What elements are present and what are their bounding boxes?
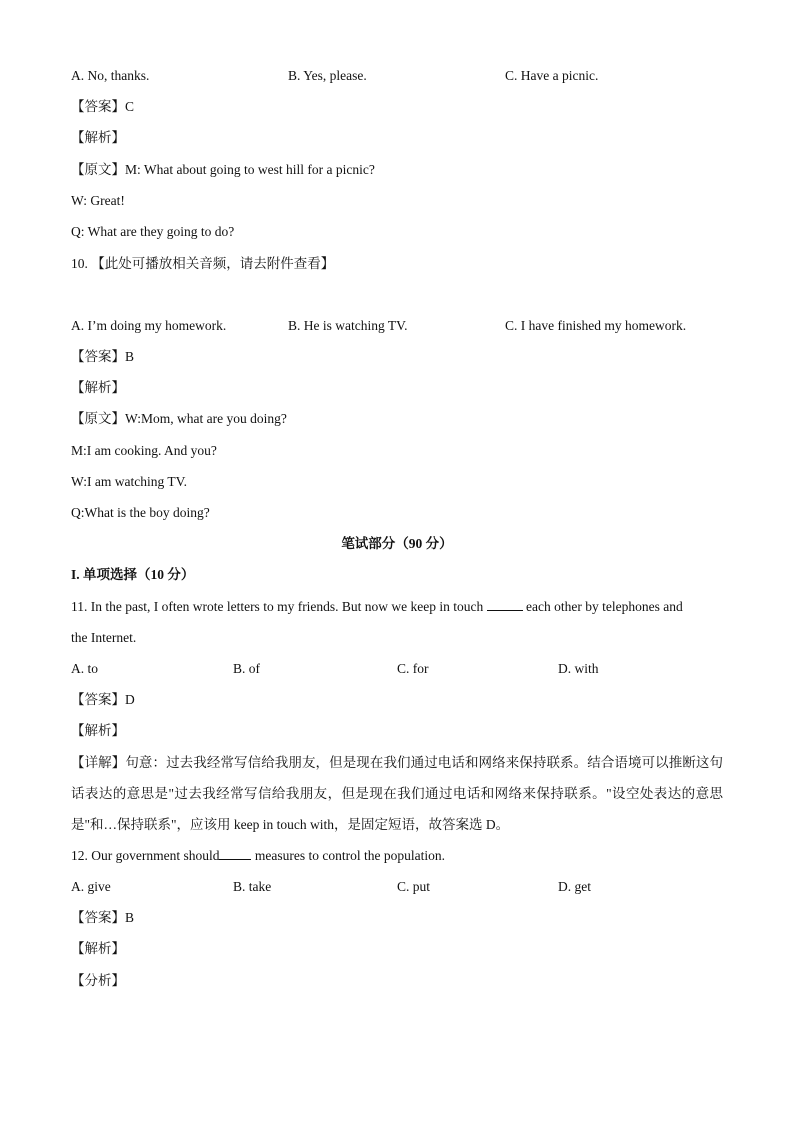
q11-answer: 【答案】D xyxy=(71,692,135,707)
q9-transcript-line-2: W: Great! xyxy=(71,193,125,208)
q11-stem xyxy=(71,598,683,616)
q10-transcript-line-2: M:I am cooking. And you? xyxy=(71,443,217,458)
q10-transcript-line-4: Q:What is the boy doing? xyxy=(71,505,210,520)
q11-stem-before: 11. In the past, I often wrote letters to my friends. But now we keep in touch xyxy=(71,599,484,614)
q10-transcript-line-1: 【原文】W:Mom, what are you doing? xyxy=(71,411,287,426)
q11-stem-after: each other by telephones and xyxy=(526,599,683,614)
q10-stem: 10. 【此处可播放相关音频，请去附件查看】 xyxy=(71,256,335,271)
q12-analysis-label: 【解析】 xyxy=(71,941,125,956)
q12-option-a: A. give xyxy=(71,879,111,894)
q12-answer: 【答案】B xyxy=(71,910,135,925)
part-heading: I. 单项选择（10 分） xyxy=(71,567,195,582)
q12-stem-after: measures to control the population. xyxy=(254,848,445,863)
q10-option-c: C. I have finished my homework. xyxy=(505,318,687,333)
q9-analysis-label: 【解析】 xyxy=(71,130,125,145)
q12-option-c: C. put xyxy=(397,879,431,894)
q9-option-a: A. No, thanks. xyxy=(71,68,150,83)
q11-blank xyxy=(487,598,523,611)
q9-answer: 【答案】C xyxy=(71,99,135,114)
q9-transcript-line-1: 【原文】M: What about going to west hill for a picnic? xyxy=(71,162,375,177)
q10-option-a: A. I’m doing my homework. xyxy=(71,318,227,333)
q11-detail: 【详解】句意：过去我经常写信给我朋友，但是现在我们通过电话和网络来保持联系。结合语境可以推断这句话表达的意思是"过去我经常写信给我朋友，但是现在我们通过电话和网络来保持联系。"设空处表达的意思是"和…保持联系"，应该用 keep in touch with，是固定短语，故答案选 D。 xyxy=(71,755,723,832)
q12-option-b: B. take xyxy=(233,879,272,894)
q11-option-c: C. for xyxy=(397,661,429,676)
q11-option-d: D. with xyxy=(558,661,599,676)
q11-analysis-label: 【解析】 xyxy=(71,723,125,738)
q10-analysis-label: 【解析】 xyxy=(71,380,125,395)
section-title: 笔试部分（90 分） xyxy=(341,536,453,551)
q12-stem-before: 12. Our government should xyxy=(71,848,220,863)
q12-blank xyxy=(219,847,251,860)
q10-transcript-line-3: W:I am watching TV. xyxy=(71,474,187,489)
q12-stem xyxy=(71,847,445,865)
q10-option-b: B. He is watching TV. xyxy=(288,318,408,333)
q12-option-d: D. get xyxy=(558,879,591,894)
q9-option-c: C. Have a picnic. xyxy=(505,68,599,83)
q9-option-b: B. Yes, please. xyxy=(288,68,367,83)
q10-answer: 【答案】B xyxy=(71,349,135,364)
q9-transcript-line-3: Q: What are they going to do? xyxy=(71,224,235,239)
q12-breakdown-label: 【分析】 xyxy=(71,973,125,988)
q11-option-b: B. of xyxy=(233,661,260,676)
q11-option-a: A. to xyxy=(71,661,98,676)
q11-stem-line-2: the Internet. xyxy=(71,630,137,645)
